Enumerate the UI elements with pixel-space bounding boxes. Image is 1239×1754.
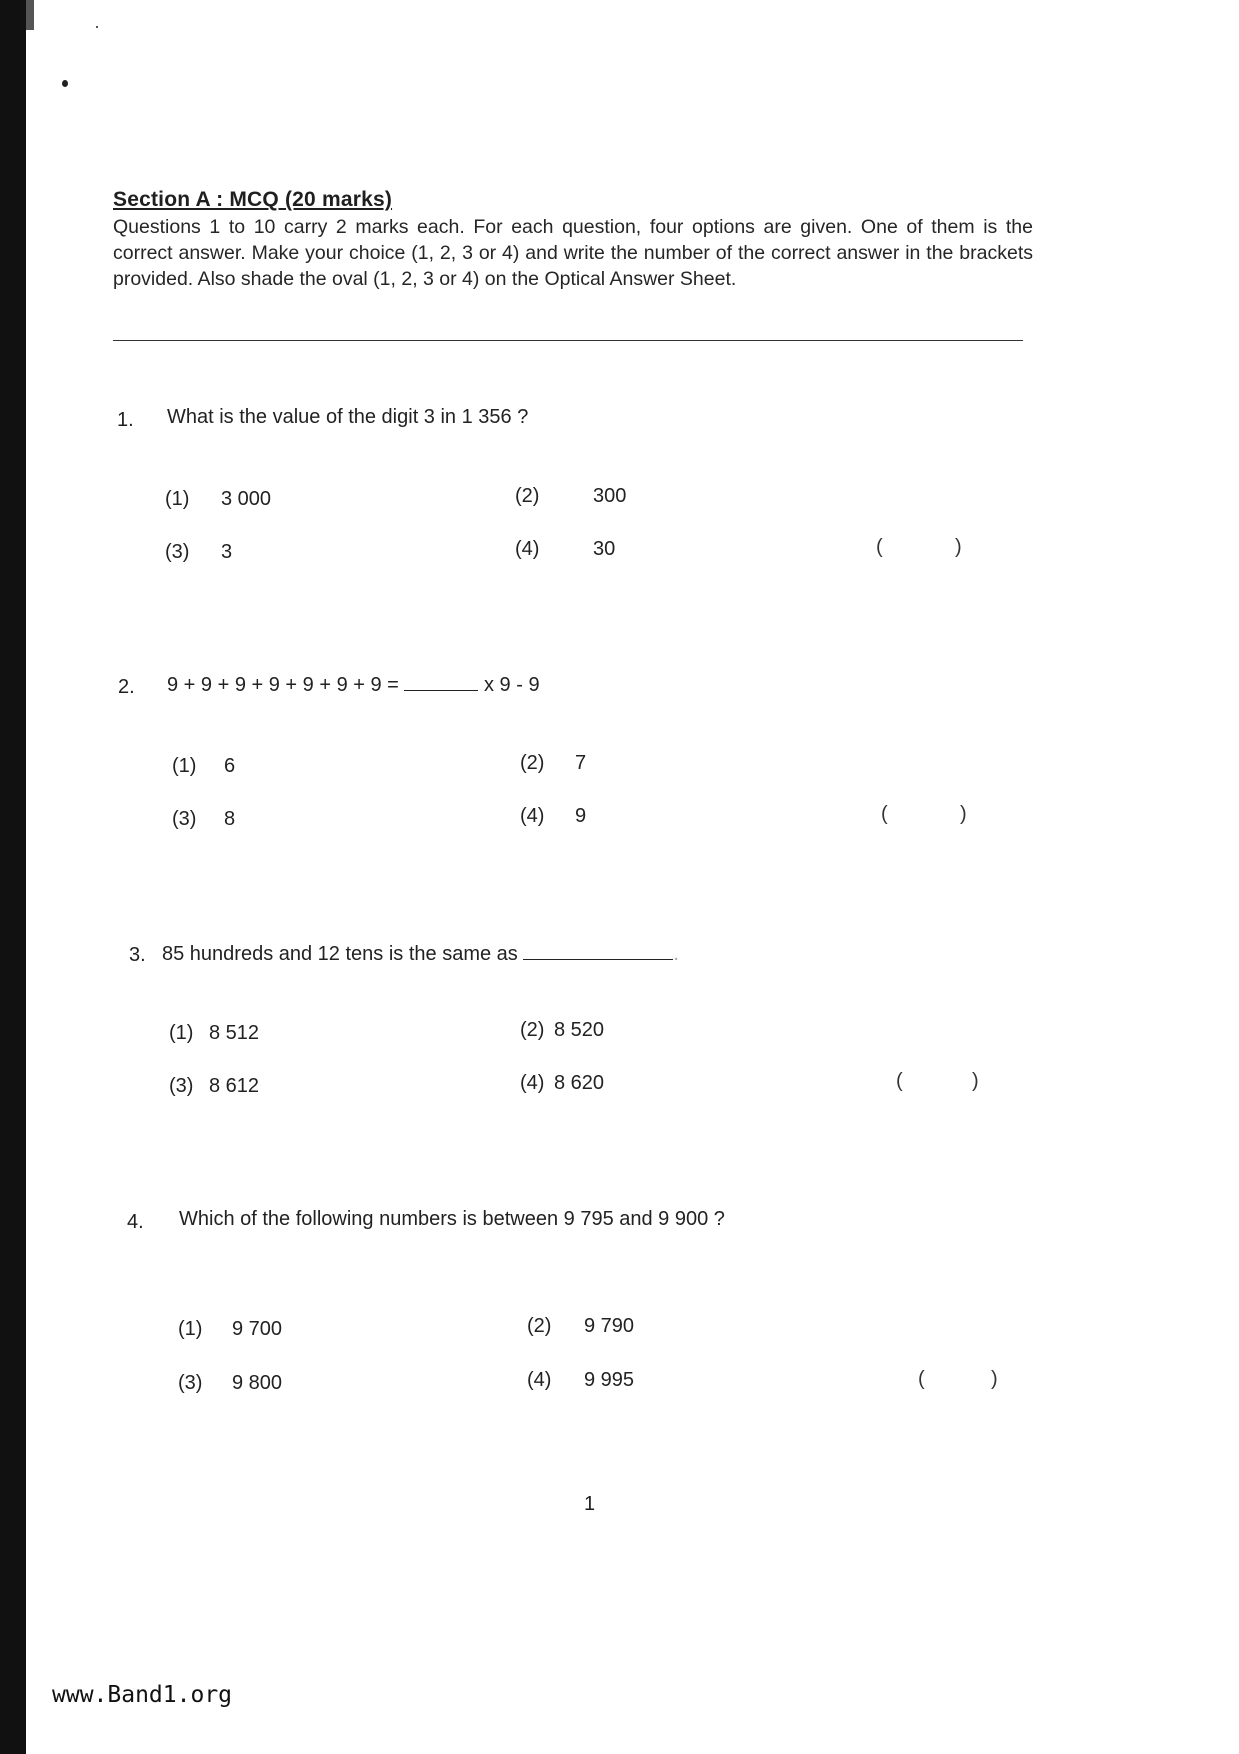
question-3-option-1 [169,1022,259,1045]
question-3-text-before: 85 hundreds and 12 tens is the same as [162,943,518,965]
option-value: 9 800 [232,1372,283,1394]
scan-edge-corner [26,0,34,30]
option-value: 9 [575,805,587,827]
question-2-option-2 [520,752,586,775]
option-value: 300 [593,485,627,507]
question-4-option-1 [178,1318,282,1341]
question-4-text: Which of the following numbers is between 9 795 and 9 900 ? [179,1208,725,1230]
option-label: (3) [165,541,190,563]
question-4-option-2 [527,1315,634,1338]
section-title: Section A : MCQ (20 marks) [113,188,393,211]
scan-speck [62,80,68,87]
question-3-option-3 [169,1075,259,1098]
question-3-option-4 [520,1072,604,1095]
option-value: 8 612 [209,1075,260,1097]
question-2-text-before: 9 + 9 + 9 + 9 + 9 + 9 + 9 = [167,674,399,696]
option-value: 30 [593,538,616,560]
option-value: 3 000 [221,488,272,510]
answer-blank[interactable] [523,959,673,960]
question-4-option-3 [178,1372,282,1395]
question-3-option-2 [520,1019,604,1042]
option-label: (2) [527,1315,552,1337]
question-2-answer-close: ) [960,803,967,825]
option-value: 7 [575,752,587,774]
option-label: (3) [178,1372,203,1394]
question-1-answer-close: ) [955,536,962,558]
question-2-option-4 [520,805,586,828]
option-label: (4) [520,805,545,827]
option-value: 8 620 [554,1072,605,1094]
question-2-number: 2. [118,676,135,698]
option-value: 8 520 [554,1019,605,1041]
option-value: 8 512 [209,1022,260,1044]
question-1-answer-open: ( [876,536,883,558]
option-label: (4) [527,1369,552,1391]
question-2-answer-bracket[interactable] [888,803,958,829]
question-2-text [167,674,540,697]
question-1-option-4 [515,538,615,561]
option-label: (2) [520,1019,545,1041]
option-value: 9 700 [232,1318,283,1340]
option-value: 8 [224,808,236,830]
question-1-option-1 [165,488,271,511]
question-2-option-3 [172,808,235,831]
website-watermark: www.Band1.org [52,1682,233,1708]
question-2-answer-open: ( [881,803,888,825]
option-label: (3) [169,1075,194,1097]
header-divider [113,340,1023,341]
question-1-answer-bracket[interactable] [883,536,953,562]
question-1-number: 1. [117,409,134,431]
option-label: (1) [172,755,197,777]
question-4-number: 4. [127,1211,144,1233]
section-header [113,188,1033,292]
question-4-answer-open: ( [918,1368,925,1390]
option-label: (2) [515,485,540,507]
question-3-text-after: . [673,943,679,965]
option-value: 3 [221,541,233,563]
section-instructions: Questions 1 to 10 carry 2 marks each. For each question, four options are given. One of them is the correct answer. Make your choice (1, 2, 3 or 4) and write the number of the correct answer in the brackets provided. Also shade the oval (1, 2, 3 or 4) on the Optical Answer Sheet. [113,216,1033,290]
question-4-answer-bracket[interactable] [925,1368,989,1394]
question-4-option-4 [527,1369,634,1392]
option-value: 9 995 [584,1369,635,1391]
option-label: (2) [520,752,545,774]
scan-speck [96,26,98,28]
question-3-answer-open: ( [896,1070,903,1092]
option-label: (1) [178,1318,203,1340]
option-value: 6 [224,755,236,777]
question-3-number: 3. [129,944,146,966]
scan-edge-shadow [0,0,26,1754]
question-3-text [162,943,679,966]
option-label: (1) [169,1022,194,1044]
option-label: (1) [165,488,190,510]
answer-blank[interactable] [404,690,478,691]
question-1-text: What is the value of the digit 3 in 1 356 ? [167,406,529,428]
question-3-answer-bracket[interactable] [903,1070,969,1096]
question-1-option-2 [515,485,626,508]
question-1-option-3 [165,541,232,564]
question-2-text-after: x 9 - 9 [483,674,540,696]
option-label: (4) [515,538,540,560]
option-label: (4) [520,1072,545,1094]
option-label: (3) [172,808,197,830]
option-value: 9 790 [584,1315,635,1337]
question-2-option-1 [172,755,235,778]
question-4-answer-close: ) [991,1368,998,1390]
page-number: 1 [584,1493,596,1515]
question-3-answer-close: ) [972,1070,979,1092]
